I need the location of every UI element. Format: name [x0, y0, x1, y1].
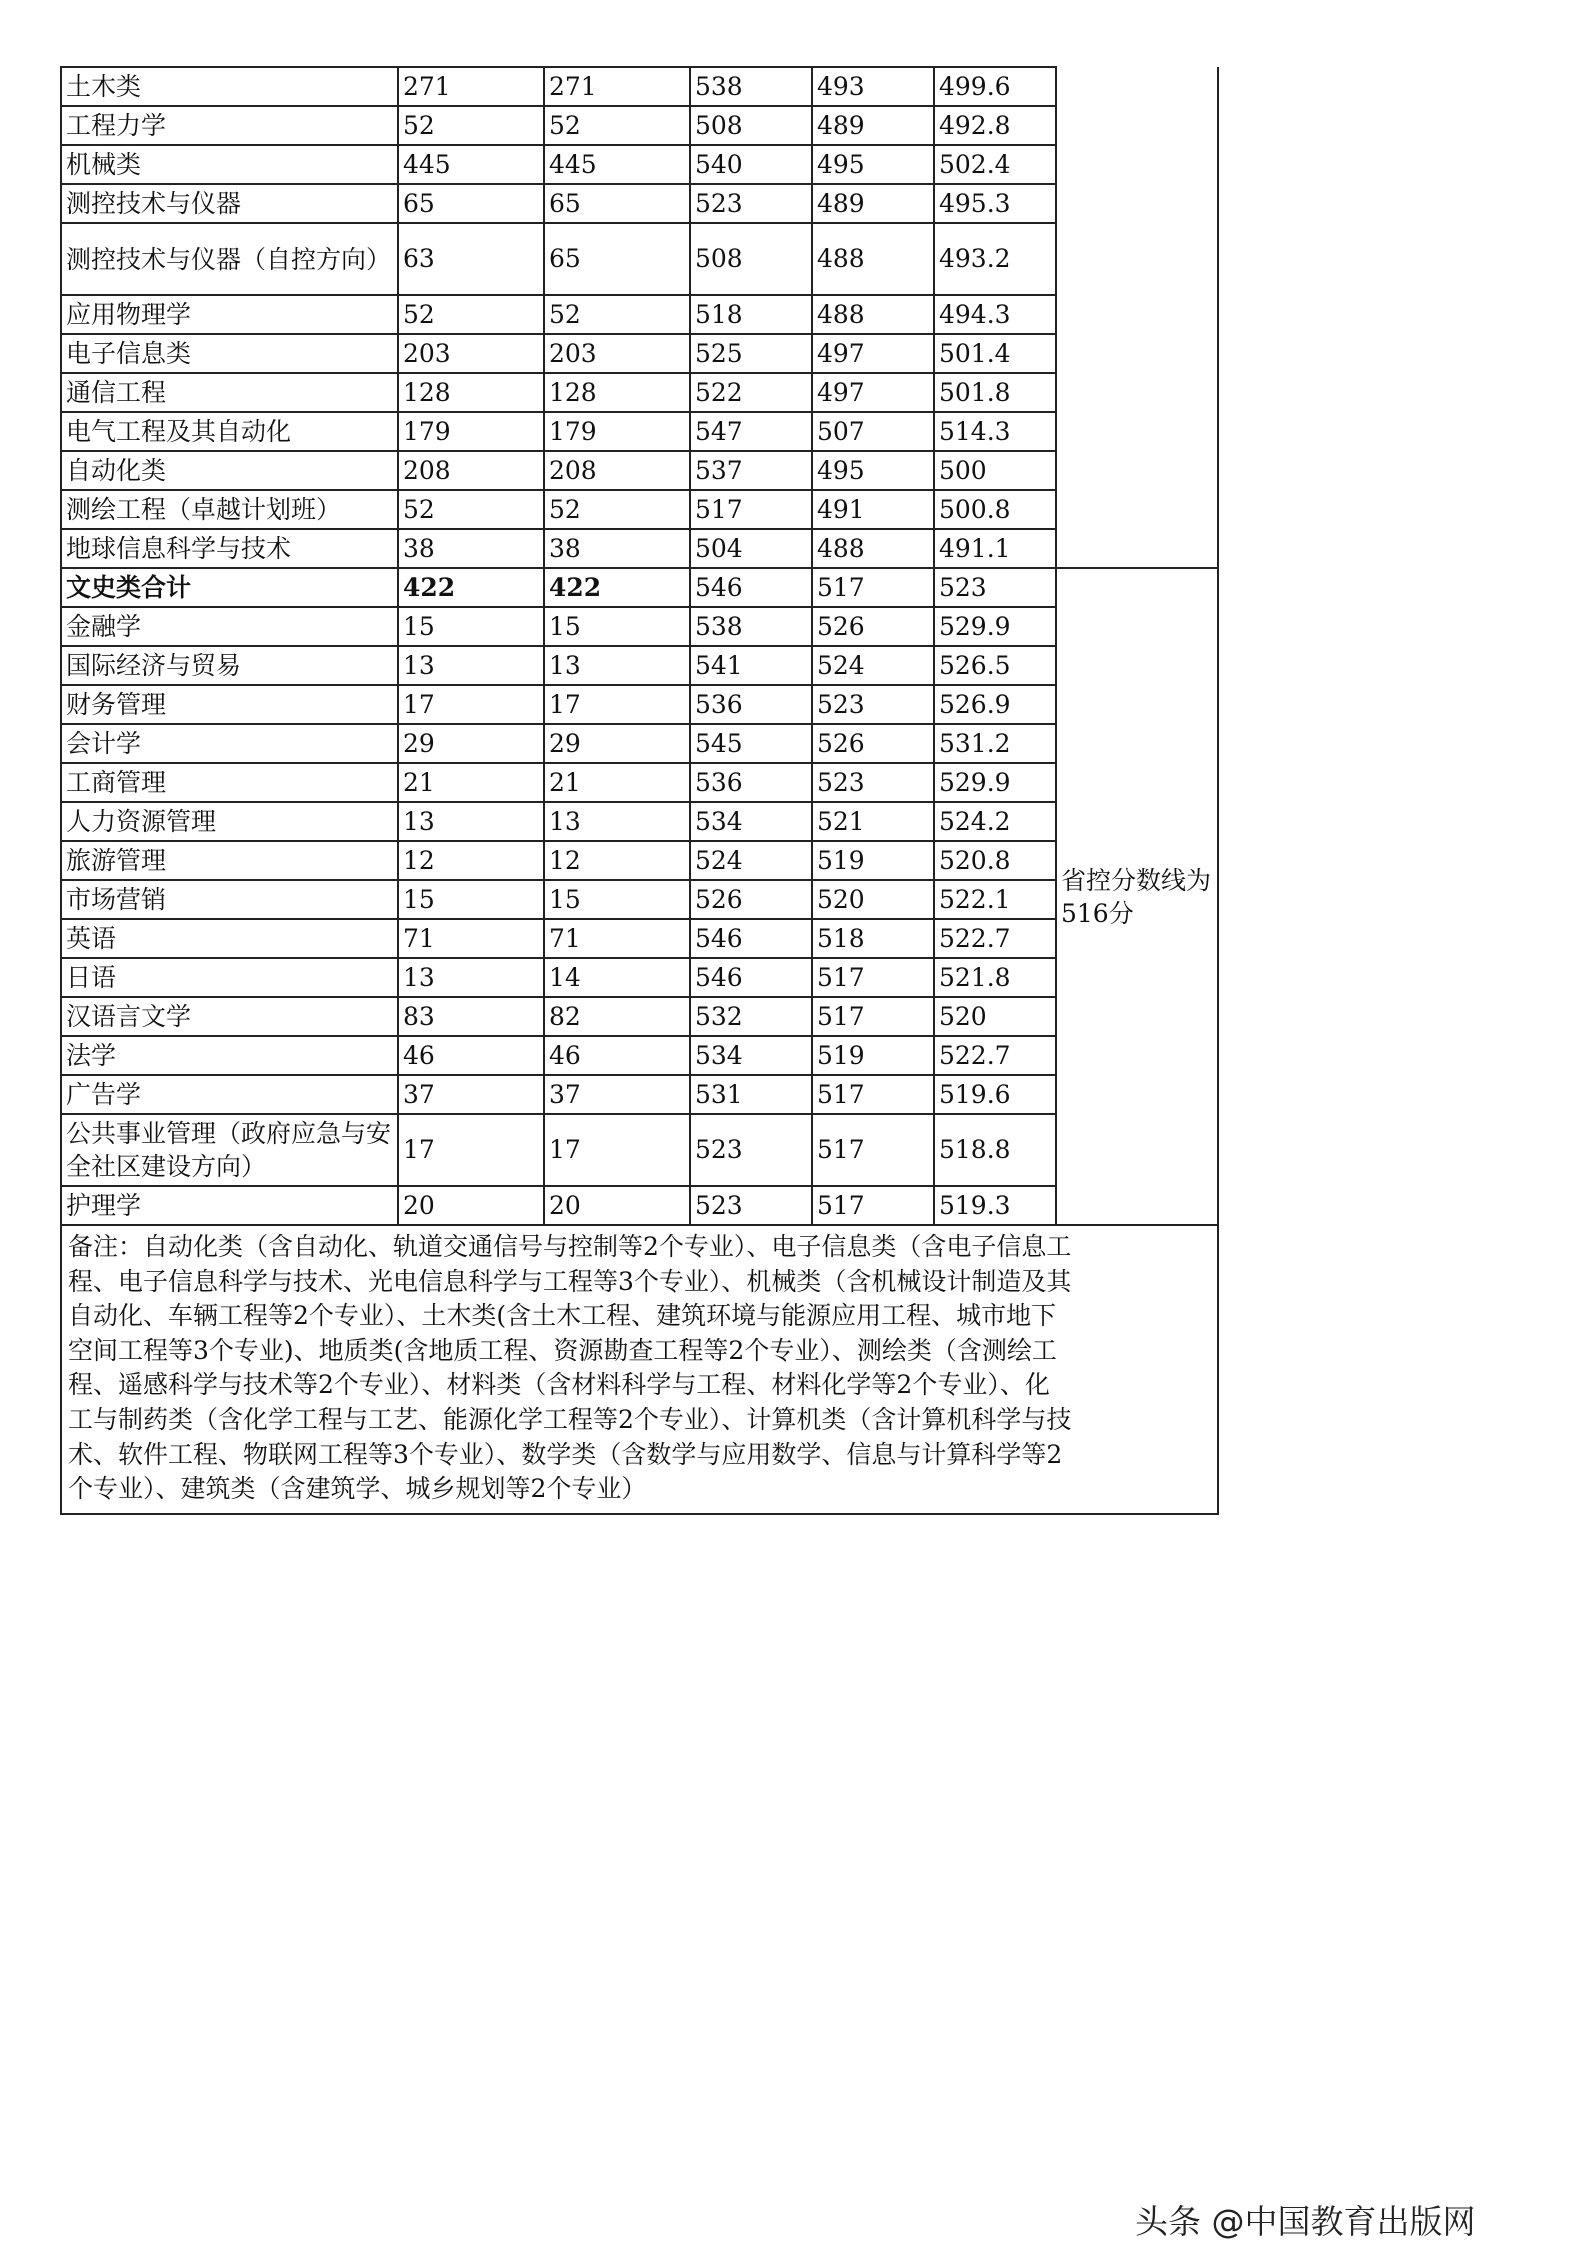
notes-line: 备注：自动化类（含自动化、轨道交通信号与控制等2个专业）、电子信息类（含电子信息工: [68, 1232, 1072, 1261]
notes-line: 空间工程等3个专业)、地质类(含地质工程、资源勘查工程等2个专业）、测绘类（含测绘工: [68, 1335, 1057, 1365]
max-score-cell: 532: [690, 997, 812, 1036]
major-name-cell: 文史类合计: [61, 568, 398, 607]
min-score-cell: 493: [812, 67, 934, 106]
max-score-cell: 525: [690, 334, 812, 373]
notes-line: 自动化、车辆工程等2个专业）、土木类(含土木工程、建筑环境与能源应用工程、城市地下: [68, 1301, 1057, 1331]
plan-count-cell: 13: [398, 802, 544, 841]
avg-score-cell: 524.2: [934, 802, 1056, 841]
max-score-cell: 523: [690, 1114, 812, 1186]
max-score-cell: 541: [690, 646, 812, 685]
max-score-cell: 523: [690, 184, 812, 223]
plan-count-cell: 83: [398, 997, 544, 1036]
avg-score-cell: 522.7: [934, 919, 1056, 958]
avg-score-cell: 502.4: [934, 145, 1056, 184]
avg-score-cell: 514.3: [934, 412, 1056, 451]
min-score-cell: 524: [812, 646, 934, 685]
max-score-cell: 534: [690, 802, 812, 841]
major-name-cell: 会计学: [61, 724, 398, 763]
max-score-cell: 536: [690, 685, 812, 724]
table-row: [61, 184, 1218, 223]
avg-score-cell: 521.8: [934, 958, 1056, 997]
plan-count-cell: 13: [398, 958, 544, 997]
table-row: [61, 919, 1218, 958]
min-score-cell: 495: [812, 451, 934, 490]
notes-line: 个专业）、建筑类（含建筑学、城乡规划等2个专业）: [68, 1474, 647, 1504]
max-score-cell: 547: [690, 412, 812, 451]
min-score-cell: 526: [812, 607, 934, 646]
min-score-cell: 520: [812, 880, 934, 919]
major-name-cell: 国际经济与贸易: [61, 646, 398, 685]
min-score-cell: 497: [812, 334, 934, 373]
max-score-cell: 536: [690, 763, 812, 802]
plan-count-cell: 63: [398, 223, 544, 295]
avg-score-cell: 500: [934, 451, 1056, 490]
major-name-cell: 护理学: [61, 1186, 398, 1225]
plan-count-cell: 271: [398, 67, 544, 106]
table-row: [61, 412, 1218, 451]
major-name-cell: 公共事业管理（政府应急与安全社区建设方向）: [61, 1114, 398, 1186]
plan-count-cell: 38: [398, 529, 544, 568]
plan-count-cell: 15: [398, 607, 544, 646]
admitted-count-cell: 71: [544, 919, 690, 958]
min-score-cell: 517: [812, 1186, 934, 1225]
wenshi-remark-cell: 省控分数线为516分: [1056, 568, 1218, 1225]
notes-line: 工与制药类（含化学工程与工艺、能源化学工程等2个专业）、计算机类（含计算机科学与技: [68, 1404, 1072, 1434]
avg-score-cell: 520: [934, 997, 1056, 1036]
plan-count-cell: 52: [398, 106, 544, 145]
min-score-cell: 523: [812, 763, 934, 802]
avg-score-cell: 526.5: [934, 646, 1056, 685]
table-row: [61, 373, 1218, 412]
table-row: [61, 958, 1218, 997]
avg-score-cell: 529.9: [934, 607, 1056, 646]
admitted-count-cell: 271: [544, 67, 690, 106]
table-row: [61, 1075, 1218, 1114]
table-row: [61, 646, 1218, 685]
plan-count-cell: 52: [398, 295, 544, 334]
plan-count-cell: 20: [398, 1186, 544, 1225]
max-score-cell: 531: [690, 1075, 812, 1114]
table-row: [61, 295, 1218, 334]
plan-count-cell: 15: [398, 880, 544, 919]
admitted-count-cell: 38: [544, 529, 690, 568]
admitted-count-cell: 17: [544, 1114, 690, 1186]
avg-score-cell: 522.7: [934, 1036, 1056, 1075]
table-row: [61, 763, 1218, 802]
ligong-remark-cell: [1056, 67, 1218, 568]
table-row: [61, 334, 1218, 373]
table-row: [61, 1114, 1218, 1186]
table-row: [61, 802, 1218, 841]
min-score-cell: 495: [812, 145, 934, 184]
min-score-cell: 489: [812, 184, 934, 223]
table-body: [61, 67, 1218, 1225]
avg-score-cell: 518.8: [934, 1114, 1056, 1186]
plan-count-cell: 208: [398, 451, 544, 490]
max-score-cell: 545: [690, 724, 812, 763]
min-score-cell: 518: [812, 919, 934, 958]
plan-count-cell: 17: [398, 685, 544, 724]
max-score-cell: 526: [690, 880, 812, 919]
avg-score-cell: 519.6: [934, 1075, 1056, 1114]
admitted-count-cell: 179: [544, 412, 690, 451]
avg-score-cell: 491.1: [934, 529, 1056, 568]
max-score-cell: 524: [690, 841, 812, 880]
major-name-cell: 应用物理学: [61, 295, 398, 334]
notes-section: [60, 1226, 1219, 1515]
watermark: 头条 @中国教育出版网: [1135, 2202, 1476, 2241]
table-row: [61, 724, 1218, 763]
major-name-cell: 土木类: [61, 67, 398, 106]
admitted-count-cell: 82: [544, 997, 690, 1036]
avg-score-cell: 523: [934, 568, 1056, 607]
avg-score-cell: 499.6: [934, 67, 1056, 106]
major-name-cell: 机械类: [61, 145, 398, 184]
max-score-cell: 523: [690, 1186, 812, 1225]
admitted-count-cell: 445: [544, 145, 690, 184]
major-name-cell: 法学: [61, 1036, 398, 1075]
table-row: [61, 841, 1218, 880]
avg-score-cell: 526.9: [934, 685, 1056, 724]
admitted-count-cell: 20: [544, 1186, 690, 1225]
avg-score-cell: 529.9: [934, 763, 1056, 802]
min-score-cell: 517: [812, 1075, 934, 1114]
admitted-count-cell: 208: [544, 451, 690, 490]
min-score-cell: 488: [812, 295, 934, 334]
min-score-cell: 517: [812, 1114, 934, 1186]
max-score-cell: 546: [690, 568, 812, 607]
major-name-cell: 测绘工程（卓越计划班）: [61, 490, 398, 529]
plan-count-cell: 203: [398, 334, 544, 373]
max-score-cell: 508: [690, 223, 812, 295]
table-row: [61, 529, 1218, 568]
avg-score-cell: 522.1: [934, 880, 1056, 919]
avg-score-cell: 520.8: [934, 841, 1056, 880]
admitted-count-cell: 15: [544, 607, 690, 646]
major-name-cell: 通信工程: [61, 373, 398, 412]
major-name-cell: 汉语言文学: [61, 997, 398, 1036]
min-score-cell: 497: [812, 373, 934, 412]
table-row: [61, 490, 1218, 529]
plan-count-cell: 29: [398, 724, 544, 763]
max-score-cell: 546: [690, 919, 812, 958]
plan-count-cell: 13: [398, 646, 544, 685]
min-score-cell: 517: [812, 958, 934, 997]
admitted-count-cell: 37: [544, 1075, 690, 1114]
major-name-cell: 自动化类: [61, 451, 398, 490]
plan-count-cell: 21: [398, 763, 544, 802]
admission-score-table: [60, 66, 1219, 1226]
plan-count-cell: 65: [398, 184, 544, 223]
table-row: [61, 106, 1218, 145]
plan-count-cell: 46: [398, 1036, 544, 1075]
table-row: [61, 223, 1218, 295]
table-row: [61, 145, 1218, 184]
avg-score-cell: 500.8: [934, 490, 1056, 529]
min-score-cell: 488: [812, 223, 934, 295]
major-name-cell: 英语: [61, 919, 398, 958]
major-name-cell: 测控技术与仪器（自控方向）: [61, 223, 398, 295]
max-score-cell: 518: [690, 295, 812, 334]
admitted-count-cell: 128: [544, 373, 690, 412]
max-score-cell: 504: [690, 529, 812, 568]
table-row: [61, 1036, 1218, 1075]
admitted-count-cell: 46: [544, 1036, 690, 1075]
admitted-count-cell: 17: [544, 685, 690, 724]
max-score-cell: 534: [690, 1036, 812, 1075]
admitted-count-cell: 203: [544, 334, 690, 373]
min-score-cell: 507: [812, 412, 934, 451]
table-row: [61, 451, 1218, 490]
min-score-cell: 523: [812, 685, 934, 724]
admitted-count-cell: 65: [544, 223, 690, 295]
max-score-cell: 538: [690, 607, 812, 646]
notes-line: 程、电子信息科学与技术、光电信息科学与工程等3个专业）、机械类（含机械设计制造及其: [68, 1266, 1072, 1296]
admitted-count-cell: 13: [544, 802, 690, 841]
table-row: [61, 568, 1218, 607]
plan-count-cell: 128: [398, 373, 544, 412]
plan-count-cell: 71: [398, 919, 544, 958]
notes-line: 术、软件工程、物联网工程等3个专业）、数学类（含数学与应用数学、信息与计算科学等2: [68, 1439, 1063, 1469]
major-name-cell: 广告学: [61, 1075, 398, 1114]
table-row: [61, 1186, 1218, 1225]
admission-score-table-wrapper: [60, 66, 1217, 1515]
major-name-cell: 旅游管理: [61, 841, 398, 880]
admitted-count-cell: 13: [544, 646, 690, 685]
major-name-cell: 电子信息类: [61, 334, 398, 373]
table-row: [61, 880, 1218, 919]
admitted-count-cell: 422: [544, 568, 690, 607]
plan-count-cell: 17: [398, 1114, 544, 1186]
min-score-cell: 491: [812, 490, 934, 529]
max-score-cell: 537: [690, 451, 812, 490]
notes-line: 程、遥感科学与技术等2个专业）、材料类（含材料科学与工程、材料化学等2个专业）、化: [68, 1370, 1050, 1400]
table-row: [61, 997, 1218, 1036]
min-score-cell: 526: [812, 724, 934, 763]
admitted-count-cell: 65: [544, 184, 690, 223]
min-score-cell: 517: [812, 997, 934, 1036]
avg-score-cell: 501.4: [934, 334, 1056, 373]
major-name-cell: 财务管理: [61, 685, 398, 724]
plan-count-cell: 445: [398, 145, 544, 184]
max-score-cell: 540: [690, 145, 812, 184]
major-name-cell: 市场营销: [61, 880, 398, 919]
min-score-cell: 519: [812, 1036, 934, 1075]
min-score-cell: 489: [812, 106, 934, 145]
avg-score-cell: 492.8: [934, 106, 1056, 145]
major-name-cell: 测控技术与仪器: [61, 184, 398, 223]
major-name-cell: 工程力学: [61, 106, 398, 145]
admitted-count-cell: 52: [544, 490, 690, 529]
min-score-cell: 488: [812, 529, 934, 568]
admitted-count-cell: 15: [544, 880, 690, 919]
avg-score-cell: 495.3: [934, 184, 1056, 223]
admitted-count-cell: 52: [544, 295, 690, 334]
plan-count-cell: 179: [398, 412, 544, 451]
max-score-cell: 522: [690, 373, 812, 412]
major-name-cell: 金融学: [61, 607, 398, 646]
min-score-cell: 517: [812, 568, 934, 607]
max-score-cell: 508: [690, 106, 812, 145]
admitted-count-cell: 14: [544, 958, 690, 997]
plan-count-cell: 37: [398, 1075, 544, 1114]
avg-score-cell: 531.2: [934, 724, 1056, 763]
admitted-count-cell: 12: [544, 841, 690, 880]
min-score-cell: 519: [812, 841, 934, 880]
min-score-cell: 521: [812, 802, 934, 841]
major-name-cell: 工商管理: [61, 763, 398, 802]
avg-score-cell: 493.2: [934, 223, 1056, 295]
admitted-count-cell: 21: [544, 763, 690, 802]
table-row: [61, 607, 1218, 646]
table-row: [61, 67, 1218, 106]
avg-score-cell: 519.3: [934, 1186, 1056, 1225]
plan-count-cell: 12: [398, 841, 544, 880]
max-score-cell: 517: [690, 490, 812, 529]
major-name-cell: 人力资源管理: [61, 802, 398, 841]
plan-count-cell: 422: [398, 568, 544, 607]
major-name-cell: 电气工程及其自动化: [61, 412, 398, 451]
avg-score-cell: 494.3: [934, 295, 1056, 334]
avg-score-cell: 501.8: [934, 373, 1056, 412]
major-name-cell: 地球信息科学与技术: [61, 529, 398, 568]
admitted-count-cell: 52: [544, 106, 690, 145]
max-score-cell: 538: [690, 67, 812, 106]
admitted-count-cell: 29: [544, 724, 690, 763]
table-row: [61, 685, 1218, 724]
max-score-cell: 546: [690, 958, 812, 997]
major-name-cell: 日语: [61, 958, 398, 997]
plan-count-cell: 52: [398, 490, 544, 529]
